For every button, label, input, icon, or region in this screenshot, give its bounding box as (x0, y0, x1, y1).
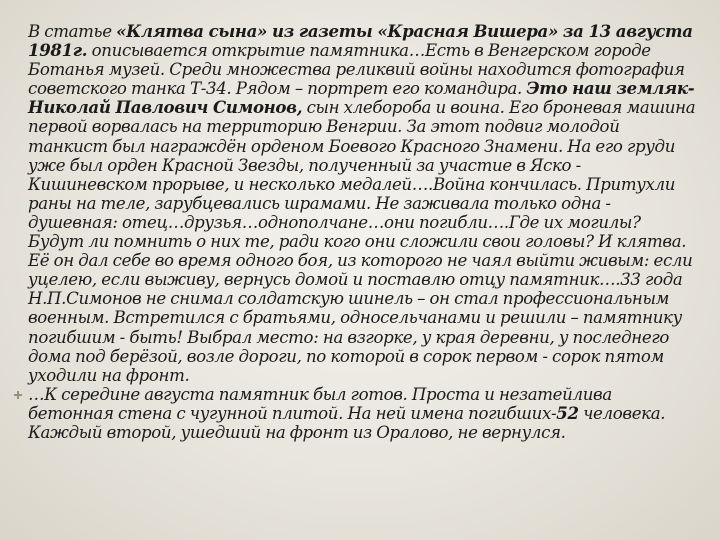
paragraph-article (28, 22, 700, 385)
text-segment-bold-article-title: «Клятва сына» из газеты «Красная Вишера» за 13 августа 1981г. (28, 21, 693, 61)
text-segment: сын хлебороба и воина. Его броневая машина первой ворвалась на территорию Венгрии. За этот подвиг молодой танкист был награждён орденом Боевого Красного Знамени. На его груди уже был орден Красной Звезды, полученный за участие в Яско - Кишиневском прорыве, и несколько медалей….Война кончилась. Притухли раны на теле, зарубцевались шрамами. Не заживала только одна - душевная: отец…друзья…однополчане…они погибли….Где их могилы? Будут ли помнить о них те, ради кого они сложили свои головы? И клятва. Её он дал себе во время одного боя, из которого не чаял выйти живым: если уцелею, если выживу, вернусь домой и поставлю отцу памятник….33 года Н.П.Симонов не снимал солдатскую шинель – он стал профессиональным военным. Встретился с братьями, односельчанами и решили – памятнику погибшим - быть! Выбрал место: на взгорке, у края деревни, у последнего дома под берёзой, возле дороги, по которой в сорок первом - сорок пятом уходили на фронт. (28, 98, 696, 385)
document-page (28, 22, 700, 522)
text-segment: …К середине августа памятник был готов. Проста и незатейлива бетонная стена с чугунной плитой. На ней имена погибших- (28, 384, 612, 423)
paragraph-conclusion (28, 385, 700, 442)
text-segment: описывается открытие памятника…Есть в Венгерском городе Ботанья музей. Среди множества реликвий войны находится фотография советского танка Т-34. Рядом – портрет его командира. (28, 41, 685, 99)
text-segment: человека. Каждый второй, ушедший на фронт из Оралово, не вернулся. (28, 403, 666, 442)
text-segment-bold-hero-name: Это наш земляк-Николай Павлович Симонов, (28, 78, 695, 118)
bullet-icon (14, 391, 22, 399)
text-segment: В статье (28, 22, 117, 41)
text-segment-bold-count: 52 (556, 402, 579, 423)
